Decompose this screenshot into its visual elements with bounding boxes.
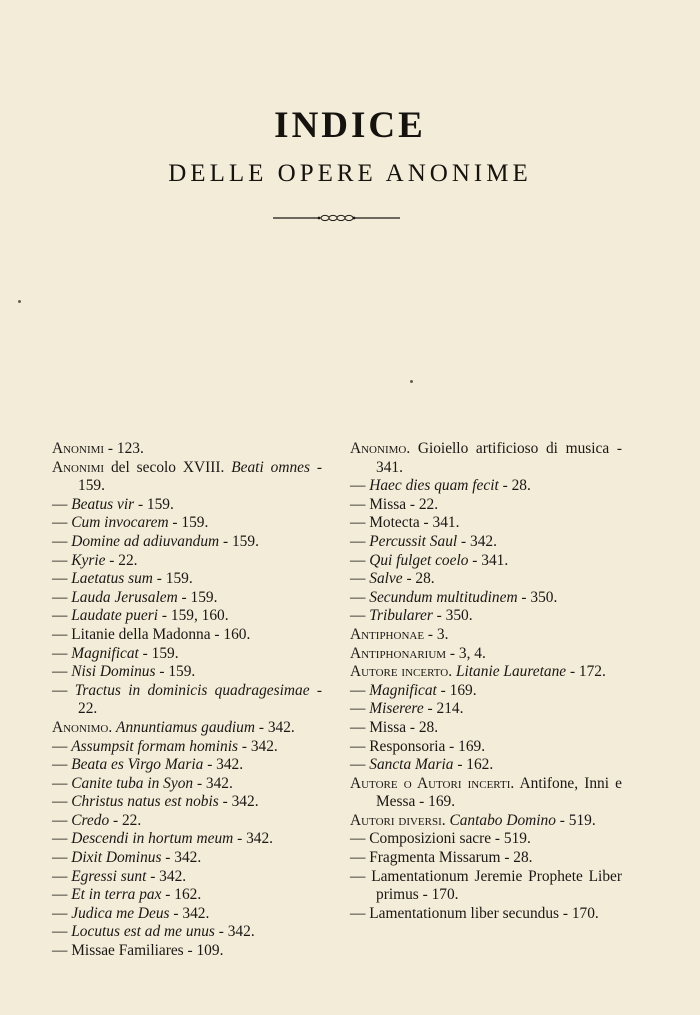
entry-text: Fragmenta Missarum - 28. [369, 849, 533, 867]
entry-text: - 162. [453, 756, 494, 774]
entry-text: - 28. [402, 570, 435, 588]
index-entry [52, 626, 322, 645]
entry-dash: — [52, 849, 72, 867]
entry-text: - 342. [169, 904, 210, 922]
index-entry [350, 738, 622, 757]
entry-text: Missa - 22. [369, 495, 439, 513]
entry-dash: — [52, 588, 72, 606]
entry-title: Laetatus sum [71, 570, 153, 588]
index-entry [350, 775, 622, 812]
index-entry [52, 719, 322, 738]
entry-dash: — [52, 663, 72, 681]
entry-title: Haec dies quam fecit [369, 477, 499, 495]
index-entry [350, 477, 622, 496]
entry-text: - 159. [168, 514, 209, 532]
entry-lead: Antiphonarium [350, 644, 447, 662]
entry-lead: Anonimi [52, 458, 105, 476]
entry-text: Antifone, Inni e Messa - 169. [376, 774, 622, 811]
entry-dash: — [350, 570, 370, 588]
entry-title: Lauda Jerusalem [71, 588, 178, 606]
entry-dash: — [52, 532, 72, 550]
entry-title: Miserere [369, 700, 424, 718]
entry-title: Credo [71, 811, 110, 829]
entry-text: - 159. [78, 458, 322, 495]
entry-dash: — [52, 495, 72, 513]
entry-title: Tractus in dominicis quadragesimae [74, 681, 310, 699]
entry-title: Cum invocarem [71, 514, 169, 532]
entry-dash: — [52, 737, 72, 755]
entry-dash: — [350, 830, 370, 848]
index-entry [52, 830, 322, 849]
entry-dash: — [350, 700, 370, 718]
entry-dash: — [52, 886, 72, 904]
index-entry [350, 645, 622, 664]
index-entry [52, 793, 322, 812]
entry-dash: — [52, 867, 72, 885]
index-entry [52, 682, 322, 719]
entry-text: - 22. [109, 811, 142, 829]
index-entry [52, 607, 322, 626]
entry-text: Lamentationum liber secundus - 170. [369, 904, 599, 922]
entry-title: Tribularer [369, 607, 433, 625]
entry-lead: Autore o Autori incerti. [350, 774, 515, 792]
entry-text: - 342. [233, 830, 274, 848]
entry-title: Assumpsit formam hominis [71, 737, 238, 755]
entry-text: - 519. [555, 811, 596, 829]
entry-title: Domine ad adiuvandum [71, 532, 220, 550]
index-entry [52, 496, 322, 515]
entry-dash: — [52, 625, 72, 643]
index-entry [52, 440, 322, 459]
entry-text: - 159. [177, 588, 218, 606]
index-entry [350, 700, 622, 719]
entry-text: - 22. [78, 681, 322, 718]
entry-text: - 214. [423, 700, 464, 718]
entry-title: Beatus vir [71, 495, 135, 513]
entry-lead: Anonimi [52, 440, 105, 457]
ornament-divider-icon [273, 212, 400, 224]
index-column-left [52, 440, 322, 961]
entry-title: Salve [369, 570, 403, 588]
index-entry [52, 533, 322, 552]
entry-text: - 159, 160. [158, 607, 229, 625]
entry-title: Percussit Saul [369, 532, 458, 550]
entry-title: Christus natus est nobis [71, 793, 219, 811]
index-entry [52, 514, 322, 533]
entry-dash: — [52, 904, 72, 922]
entry-text: del secolo XVIII. [104, 458, 232, 476]
entry-dash: — [350, 867, 372, 885]
entry-text: - 342. [255, 718, 295, 736]
index-entry [350, 868, 622, 905]
entry-text: - 3. [424, 625, 449, 643]
entry-dash: — [350, 514, 370, 532]
entry-title: Beata es Virgo Maria [71, 756, 204, 774]
index-entry [350, 570, 622, 589]
index-entry [52, 923, 322, 942]
index-entry [52, 756, 322, 775]
entry-title: Qui fulget coelo [369, 551, 469, 569]
index-entry [52, 552, 322, 571]
entry-title: Annuntiamus gaudium [116, 718, 255, 736]
entry-dash: — [350, 756, 370, 774]
entry-title: Egressi sunt [71, 867, 147, 885]
entry-text: - 342. [193, 774, 233, 792]
entry-dash: — [52, 644, 72, 662]
entry-text: - 159. [152, 570, 193, 588]
index-entry [52, 886, 322, 905]
entry-text: - 162. [161, 886, 202, 904]
entry-text: - 342. [457, 532, 497, 550]
index-entry [350, 849, 622, 868]
index-entry [350, 719, 622, 738]
entry-dash: — [350, 495, 370, 513]
entry-text: - 22. [105, 551, 138, 569]
entry-title: Laudate pueri [71, 607, 159, 625]
entry-dash: — [350, 737, 370, 755]
index-entry [52, 812, 322, 831]
entry-dash: — [52, 923, 72, 941]
entry-text: - 342. [214, 923, 255, 941]
entry-dash: — [52, 570, 72, 588]
entry-text: - 342. [203, 756, 244, 774]
entry-text: - 172. [566, 663, 606, 681]
entry-text: Gioiello artificioso di musica - 341. [376, 440, 622, 476]
index-entry [350, 607, 622, 626]
entry-title: Nisi Dominus [71, 663, 156, 681]
entry-text: - 342. [161, 849, 202, 867]
index-entry [350, 552, 622, 571]
index-entry [52, 905, 322, 924]
entry-lead: Autore incerto. [350, 663, 453, 681]
page-title: INDICE [274, 105, 426, 146]
entry-dash: — [52, 551, 72, 569]
entry-lead: Anonimo. [52, 718, 113, 736]
entry-text: - 159. [138, 644, 179, 662]
index-column-right [350, 440, 622, 923]
index-entry [52, 849, 322, 868]
entry-dash: — [52, 793, 72, 811]
entry-dash: — [350, 588, 370, 606]
entry-lead: Anonimo. [350, 440, 411, 457]
entry-dash: — [52, 811, 72, 829]
entry-text: - 159. [155, 663, 196, 681]
paper-speck [410, 380, 413, 383]
entry-dash: — [350, 551, 370, 569]
entry-lead: Antiphonae [350, 625, 425, 643]
index-entry [350, 905, 622, 924]
entry-text: - 342. [146, 867, 187, 885]
entry-text: Lamentationum Jeremie Prophete Liber primus - 170. [371, 867, 622, 904]
entry-dash: — [350, 681, 370, 699]
index-entry [350, 496, 622, 515]
index-entry [350, 682, 622, 701]
index-entry [52, 663, 322, 682]
entry-title: Secundum multitudinem [369, 588, 518, 606]
entry-dash: — [52, 830, 72, 848]
entry-text: Motecta - 341. [369, 514, 460, 532]
entry-title: Locutus est ad me unus [71, 923, 215, 941]
entry-text: - 350. [517, 588, 558, 606]
entry-dash: — [350, 532, 370, 550]
entry-text: Missa - 28. [369, 718, 439, 736]
index-entry [350, 533, 622, 552]
paper-speck [18, 300, 21, 303]
entry-text: - 342. [238, 737, 278, 755]
entry-dash: — [350, 849, 370, 867]
entry-text: - 159. [134, 495, 174, 513]
index-entry [52, 645, 322, 664]
entry-title: Descendi in hortum meum [71, 830, 234, 848]
index-entry [350, 830, 622, 849]
entry-dash: — [52, 514, 72, 532]
index-entry [350, 663, 622, 682]
entry-text: - 341. [468, 551, 509, 569]
entry-title: Canite tuba in Syon [71, 774, 194, 792]
entry-dash: — [350, 904, 370, 922]
entry-dash: — [52, 756, 72, 774]
entry-title: Sancta Maria [369, 756, 454, 774]
entry-text: Composizioni sacre - 519. [369, 830, 531, 848]
index-entry [350, 626, 622, 645]
entry-title: Dixit Dominus [71, 849, 162, 867]
index-entry [350, 514, 622, 533]
index-entry [52, 775, 322, 794]
entry-dash: — [52, 607, 72, 625]
entry-text: - 159. [219, 532, 259, 550]
entry-title: Magnificat [369, 681, 437, 699]
entry-text: - 3, 4. [446, 644, 486, 662]
entry-dash: — [350, 718, 370, 736]
entry-text: Responsoria - 169. [369, 737, 486, 755]
entry-dash: — [52, 774, 72, 792]
entry-title: Kyrie [71, 551, 106, 569]
entry-text: - 350. [432, 607, 473, 625]
entry-dash: — [350, 607, 370, 625]
index-entry [52, 868, 322, 887]
index-entry [350, 589, 622, 608]
entry-dash: — [52, 681, 75, 699]
entry-text: - 123. [104, 440, 144, 457]
index-entry [52, 459, 322, 496]
index-entry [52, 589, 322, 608]
entry-dash: — [52, 942, 72, 960]
entry-text: - 28. [498, 477, 531, 495]
entry-title: Et in terra pax [71, 886, 162, 904]
index-entry [350, 812, 622, 831]
entry-title: Judica me Deus [71, 904, 170, 922]
index-entry [52, 738, 322, 757]
index-entry [52, 570, 322, 589]
page-subtitle: DELLE OPERE ANONIME [168, 160, 532, 187]
entry-title: Cantabo Domino [449, 811, 556, 829]
entry-text: - 342. [218, 793, 259, 811]
entry-dash: — [350, 477, 370, 495]
entry-title: Magnificat [71, 644, 139, 662]
entry-title: Beati omnes [231, 458, 310, 476]
index-entry [350, 756, 622, 775]
entry-lead: Autori diversi. [350, 811, 446, 829]
index-entry [350, 440, 622, 477]
entry-title: Litanie Lauretane [455, 663, 567, 681]
entry-text: Missae Familiares - 109. [71, 942, 224, 960]
entry-text: - 169. [436, 681, 477, 699]
entry-text: Litanie della Madonna - 160. [71, 625, 251, 643]
index-entry [52, 942, 322, 961]
